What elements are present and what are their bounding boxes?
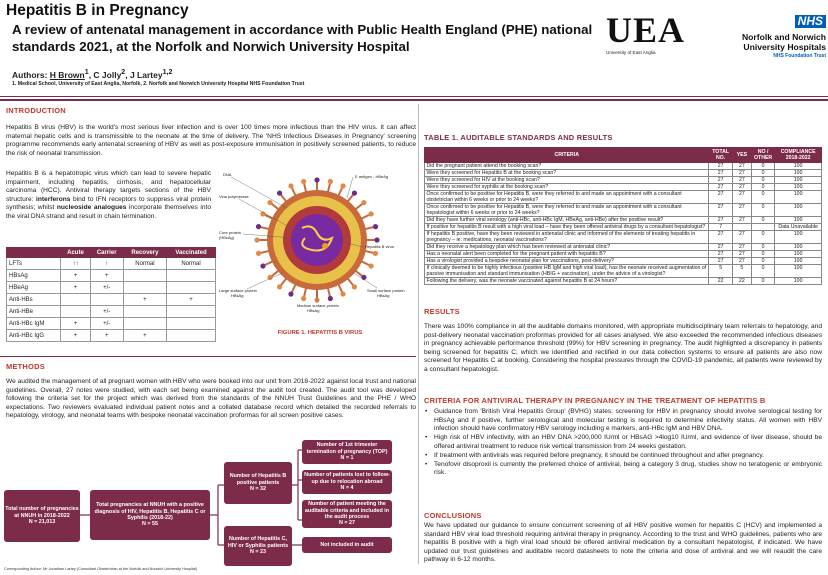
audit-cell-n: 0 <box>751 204 774 217</box>
serology-cell: LFTs <box>7 258 61 270</box>
criteria-antiviral-heading: CRITERIA FOR ANTIVIRAL THERAPY IN PREGNANCY IN THE TREATMENT OF HEPATITIS B <box>424 396 766 405</box>
audit-cell-c: Were they screened for Hepatitis B at the booking scan? <box>425 170 709 177</box>
virus-spike-head <box>368 211 373 216</box>
serology-row <box>7 258 216 270</box>
serology-header-3: Recovery <box>123 248 166 258</box>
virus-spike-head <box>368 263 373 268</box>
serology-cell: HBsAg <box>7 270 61 282</box>
audit-cell-y: 27 <box>732 170 751 177</box>
audit-cell-t: 27 <box>709 191 732 204</box>
uea-logo-subtext: University of East Anglia <box>606 50 656 55</box>
audit-row <box>425 163 822 170</box>
affiliations: 1. Medical School, University of East Anglia, Norfolk, 2. Norfolk and Norwich University Hospital NHS Foundation Trust <box>12 81 305 87</box>
serology-cell: + <box>90 330 123 342</box>
authors-line: Authors: H Brown$^1$, C Jolly$^2$, J Lartey$^{1,2}$ <box>12 68 173 80</box>
intro-p2-nucleoside: nucleoside analogues <box>56 204 127 211</box>
flow-other-n: N = 23 <box>249 549 267 556</box>
intro-p2-e: incorporate themselves into the viral DNA strand and result in chain termination. <box>6 204 211 220</box>
flow-other-title: Number of Hepatitis C, HIV or Syphilis patients <box>227 536 289 549</box>
serology-cell: +/- <box>90 306 123 318</box>
serology-cell: + <box>90 270 123 282</box>
flow-criteria-met <box>302 500 392 528</box>
audit-cell-c: Has a virologist provided a bespoke neonatal plan for vaccinations, post-delivery? <box>425 258 709 265</box>
serology-cell: Anti-HBc IgM <box>7 318 61 330</box>
virus-spike-head <box>254 237 259 242</box>
audit-cell-y: 27 <box>732 231 751 244</box>
audit-table <box>424 147 822 285</box>
corresponding-author: Corresponding Author: Mr Jonathan Lartey (Consultant Obstetrician at the Norfolk and Norwich University Hospital) <box>4 567 198 571</box>
virus-spike-head <box>352 190 357 195</box>
methods-divider <box>0 356 416 357</box>
criteria-antiviral-list <box>424 408 822 478</box>
audit-header-yes: YES <box>732 148 751 163</box>
serology-cell: + <box>61 282 90 294</box>
results-paragraph: There was 100% compliance in all the auditable domains monitored, with appropriate multidisciplinary team referrals to hepatology, and post-delivery neonatal vaccination proformas provided for all cases analysed. We also exceeded the recommended infectious diseases in pregnancy achievable performance threshold (99%) for HBV screening in pregnancy. The audit highlighted a discrepancy in patients being screened for hepatitis C, which we identified and rectified in our data collection systems to ensure all patients are also now screened for Hepatitis C at booking. Considering the hospital pressures through the COVID-19 pandemic, all patients were reviewed by a consultant hepatologist. <box>424 323 822 373</box>
audit-row <box>425 231 822 244</box>
serology-cell <box>123 282 166 294</box>
audit-cell-c: Once confirmed to be positive for Hepatitis B, were they referred to and made an appointment with a consultant hepatologist within 6 weeks or prior to 24 weeks? <box>425 204 709 217</box>
author-1-sup: 1 <box>84 68 89 76</box>
audit-cell-p: Data Unavailable <box>775 224 822 231</box>
serology-row <box>7 282 216 294</box>
virus-spike-head <box>277 190 282 195</box>
label-large: Large surface protein <box>219 288 257 293</box>
flow-criteria-n: N = 27 <box>338 520 356 527</box>
audit-cell-c: If hepatitis B positive, have they been reviewed in antenatal clinic and informed of the elements of treating hepatitis in pregnancy – ie: medications, neonatal vaccinations? <box>425 231 709 244</box>
flow-top-title: Number of 1st trimester termination of pregnancy (TOP) <box>306 442 388 455</box>
label-hbcag: (HBcAg) <box>219 235 235 240</box>
virus-spike-head <box>340 183 345 188</box>
audit-row <box>425 224 822 231</box>
virus-spike-head <box>352 284 357 289</box>
serology-cell <box>61 306 90 318</box>
serology-cell: ↑↑ <box>61 258 90 270</box>
audit-cell-p: 100 <box>775 244 822 251</box>
audit-cell-y: 27 <box>732 204 751 217</box>
serology-cell: + <box>61 330 90 342</box>
poster-title: Hepatitis B in Pregnancy <box>6 2 189 19</box>
flow-top-n: N = 1 <box>340 455 354 462</box>
audit-row <box>425 278 822 285</box>
audit-cell-n: 0 <box>751 217 774 224</box>
serology-header-row <box>7 248 216 258</box>
audit-cell-t: 27 <box>709 251 732 258</box>
audit-cell-p: 100 <box>775 217 822 224</box>
virus-spike-head <box>301 296 306 301</box>
audit-cell-t: 7 <box>709 224 732 231</box>
virus-spike-head <box>374 237 379 242</box>
audit-cell-p: 100 <box>775 184 822 191</box>
serology-cell: Anti-HBe <box>7 306 61 318</box>
serology-cell <box>166 330 215 342</box>
intro-p2-interferons: interferons <box>35 195 71 203</box>
uea-logo <box>606 12 690 62</box>
audit-cell-y: 27 <box>732 258 751 265</box>
flow-total-n: N = 21,013 <box>28 519 56 526</box>
flow-lost-followup <box>302 470 392 494</box>
virus-spike-head <box>328 296 333 301</box>
audit-row <box>425 258 822 265</box>
audit-cell-p: 100 <box>775 191 822 204</box>
virus-spike-head <box>314 177 319 182</box>
serology-cell <box>90 294 123 306</box>
serology-row <box>7 306 216 318</box>
audit-cell-t: 27 <box>709 177 732 184</box>
author-2: C Jolly <box>93 69 122 80</box>
audit-cell-c: Were they screened for syphilis at the booking scan? <box>425 184 709 191</box>
flow-not-included-label: Not included in audit <box>320 541 374 548</box>
criteria-antiviral-bullet: • High risk of HBV infectivity, with an HBV DNA >200,000 IU/ml or HBsAG >4log10 IU/ml, and evidence of liver disease, should be offered antiviral treatment to reduce risk vertical transmission from 24 weeks gestation. <box>424 434 822 451</box>
serology-cell <box>166 318 215 330</box>
audit-cell-c: Did the pregnant patient attend the booking scan? <box>425 163 709 170</box>
audit-cell-n: 0 <box>751 170 774 177</box>
methods-heading: METHODS <box>6 362 45 371</box>
hepatitis-b-virus-illustration <box>217 168 417 318</box>
audit-row <box>425 184 822 191</box>
audit-cell-n <box>751 224 774 231</box>
audit-row <box>425 265 822 278</box>
audit-cell-n: 0 <box>751 265 774 278</box>
nhs-trust-name <box>708 32 826 52</box>
audit-row <box>425 177 822 184</box>
serology-cell <box>166 282 215 294</box>
audit-body <box>425 163 822 285</box>
virus-spike-head <box>361 275 366 280</box>
flow-total-title: Total number of pregnancies at NNUH in 2018-2022 <box>5 506 79 519</box>
serology-body <box>7 258 216 342</box>
flow-nnuh-title: Total pregnancies at NNUH with a positive diagnosis of HIV, Hepatitis B, Hepatitis C or Syphilis (2018-22) <box>94 502 206 521</box>
audit-cell-y: 27 <box>732 217 751 224</box>
audit-row <box>425 217 822 224</box>
intro-p2-c: bind to IFN receptors to suppress viral protein synthesis; whilst <box>6 195 211 211</box>
audit-row <box>425 251 822 258</box>
introduction-paragraph-1: Hepatitis B virus (HBV) is the world's most serious liver infection and is over 100 times more infectious than the HIV virus. It can affect maternal hepatic cells and is transmissible to the neonate at the time of delivery. The 'NHS Infectious Diseases in Pregnancy' screening programme recommends early antenatal screening of HBV as well as post-exposure immunisation in positively screened patients, to reduce the risk of neonatal transmission. <box>6 124 416 157</box>
audit-cell-t: 27 <box>709 217 732 224</box>
label-medium-2: HBsAg <box>307 308 320 313</box>
serology-row <box>7 270 216 282</box>
serology-table <box>6 247 216 342</box>
virus-spike-head <box>340 291 345 296</box>
criteria-antiviral-bullet: • Tenofovir disoproxil is currently the preferred choice of antiviral, being a category 3 drug, studies show no teratogenic or embryonic risk. <box>424 461 822 478</box>
audit-cell-n: 0 <box>751 191 774 204</box>
label-large-2: HBsAg <box>231 293 244 298</box>
label-small: Small surface protein <box>367 288 405 293</box>
serology-cell: HBeAg <box>7 282 61 294</box>
label-medium: Medium surface protein <box>297 303 339 308</box>
header-divider-top <box>0 96 828 97</box>
audit-cell-n: 0 <box>751 258 774 265</box>
flow-other-positive <box>224 526 292 566</box>
introduction-heading: INTRODUCTION <box>6 106 66 115</box>
serology-row <box>7 318 216 330</box>
audit-cell-t: 27 <box>709 170 732 177</box>
audit-cell-p: 100 <box>775 265 822 278</box>
audit-cell-p: 100 <box>775 163 822 170</box>
virus-spike-head <box>288 183 293 188</box>
audit-cell-y: 27 <box>732 184 751 191</box>
audit-row <box>425 204 822 217</box>
uea-logo-text: UEA <box>606 10 686 50</box>
virus-spike-head <box>256 251 261 256</box>
audit-cell-y: 22 <box>732 278 751 285</box>
flow-criteria-title: Number of patient meeting the auditable criteria and included in the audit process <box>304 501 390 520</box>
flow-not-included <box>302 537 392 553</box>
audit-cell-c: If clinically deemed to be highly infectious (positive HB IgM and high viral load), has the neonate received augmentation of passive immunisation and standard immunisation (HBIG + vaccination), under the advice of a virologist? <box>425 265 709 278</box>
audit-cell-n: 0 <box>751 278 774 285</box>
authors-label: Authors: <box>12 69 48 80</box>
virus-core <box>291 214 343 266</box>
virus-polymerase <box>322 243 328 249</box>
label-e-antigen: E antigen - HBeAg <box>355 174 389 179</box>
audit-cell-n: 0 <box>751 177 774 184</box>
label-small-2: HBsAg <box>377 293 390 298</box>
serology-header-2: Carrier <box>90 248 123 258</box>
audit-cell-c: Once confirmed to be positive for Hepatitis B, were they referred to and made an appointment with a consultant obstetrician within 6 weeks or prior to 24 weeks? <box>425 191 709 204</box>
header-divider-bottom <box>0 99 828 101</box>
flow-top <box>302 440 392 464</box>
audit-cell-n: 0 <box>751 163 774 170</box>
audit-cell-t: 27 <box>709 204 732 217</box>
author-3-sup: 1,2 <box>162 68 173 76</box>
virus-spike-head <box>373 251 378 256</box>
nhs-name-line-2: University Hospitals <box>743 42 826 52</box>
audit-cell-y <box>732 224 751 231</box>
flow-hepb-title: Number of Hepatitis B positive patients <box>229 473 287 486</box>
serology-cell: + <box>123 330 166 342</box>
serology-cell <box>166 270 215 282</box>
author-1: H Brown <box>49 69 85 80</box>
audit-cell-t: 27 <box>709 184 732 191</box>
audit-cell-t: 27 <box>709 231 732 244</box>
serology-cell: ↑ <box>90 258 123 270</box>
flow-hepb-n: N = 32 <box>249 486 267 493</box>
audit-cell-p: 100 <box>775 170 822 177</box>
flow-hepb-positive <box>224 462 292 504</box>
serology-header-1: Acute <box>61 248 90 258</box>
intro-p2-a: Hepatitis B is a hepatotropic virus which can lead to severe hepatic impairment, including hepatitis, cirrhosis, and hepatocellular carcinoma (HCC). Antiviral therapy targets sections of the HBV structure: <box>6 170 211 203</box>
conclusions-heading: CONCLUSIONS <box>424 511 482 520</box>
serology-header-0 <box>7 248 61 258</box>
audit-cell-t: 5 <box>709 265 732 278</box>
flow-lost-title: Number of patients lost to follow-up due to relocation abroad <box>304 472 390 485</box>
serology-cell <box>123 318 166 330</box>
audit-cell-y: 5 <box>732 265 751 278</box>
audit-row <box>425 170 822 177</box>
virus-spike-head <box>267 200 272 205</box>
serology-cell: + <box>166 294 215 306</box>
serology-header-4: Vaccinated <box>166 248 215 258</box>
flow-total-pregnancies <box>4 490 80 542</box>
figure-1-caption: FIGURE 1. HEPATITIS B VIRUS <box>277 330 363 336</box>
serology-cell <box>61 294 90 306</box>
audit-cell-n: 0 <box>751 184 774 191</box>
virus-spike-head <box>373 224 378 229</box>
audit-cell-n: 0 <box>751 231 774 244</box>
serology-cell <box>166 306 215 318</box>
audit-cell-c: Following the delivery, was the neonate vaccinated against hepatitis B at 24 hours? <box>425 278 709 285</box>
audit-cell-y: 27 <box>732 251 751 258</box>
audit-row <box>425 191 822 204</box>
audit-row <box>425 244 822 251</box>
virus-spike-head <box>361 200 366 205</box>
audit-cell-p: 100 <box>775 278 822 285</box>
nhs-foundation-trust: NHS Foundation Trust <box>773 53 826 59</box>
serology-cell <box>123 270 166 282</box>
audit-cell-y: 27 <box>732 177 751 184</box>
serology-cell: +/- <box>90 282 123 294</box>
nhs-name-line-1: Norfolk and Norwich <box>741 32 826 42</box>
audit-header-row <box>425 148 822 163</box>
serology-cell: + <box>61 270 90 282</box>
serology-row <box>7 294 216 306</box>
author-2-sup: 2 <box>121 68 126 76</box>
serology-row <box>7 330 216 342</box>
nhs-badge: NHS <box>795 15 826 28</box>
audit-header-no-other: NO / OTHER <box>751 148 774 163</box>
label-polymerase: Viral polymerase <box>219 194 249 199</box>
label-hbv: Hepatitis B virus <box>365 244 394 249</box>
audit-table-heading: TABLE 1. AUDITABLE STANDARDS AND RESULTS <box>424 133 613 142</box>
label-core: Core protein <box>219 230 242 235</box>
flow-lost-n: N = 4 <box>340 485 354 492</box>
poster-subtitle: A review of antenatal management in accordance with Public Health England (PHE) national standards 2021, at the Norfolk and Norwich University Hospital <box>12 22 593 54</box>
conclusions-paragraph: We have updated our guidance to ensure concurrent screening of all HBV positive women for hepatitis C (HCV) and implemented a standard HBV viral load threshold requiring antiviral therapy in pregnancy. According to the trust and WHO guidelines, patients who are hepatitis B positive with a high viral load should be offered antiviral medication by a consultant hepatologist, if indicated. We have updated our trust guidelines and auditable record datasheets to note the criteria and dose of antiviral and we will reaudit the care pathway in 6-12 months. <box>424 522 822 563</box>
nhs-logo <box>708 12 826 59</box>
serology-cell <box>123 306 166 318</box>
audit-cell-c: Did they have further viral serology (anti-HBc, anti-HBc IgM, HBeAg, anti-HBe) after the positive result? <box>425 217 709 224</box>
serology-cell: Normal <box>123 258 166 270</box>
flow-nnuh-n: N = 55 <box>141 521 159 528</box>
serology-cell: Anti-HBc IgG <box>7 330 61 342</box>
author-3: J Lartey <box>129 69 163 80</box>
audit-cell-n: 0 <box>751 244 774 251</box>
audit-cell-n: 0 <box>751 251 774 258</box>
audit-cell-t: 22 <box>709 278 732 285</box>
audit-cell-p: 100 <box>775 177 822 184</box>
introduction-paragraph-2 <box>6 170 211 221</box>
virus-spike-head <box>328 179 333 184</box>
audit-cell-p: 100 <box>775 258 822 265</box>
serology-cell: Normal <box>166 258 215 270</box>
audit-cell-c: If positive for hepatitis B result with a high viral load – have they been offered antiviral drugs by a consultant hepatologist? <box>425 224 709 231</box>
criteria-antiviral-bullet: • If treatment with antivirals was required before pregnancy, it should be continued throughout and after pregnancy. <box>424 452 822 461</box>
virus-spike-head <box>277 284 282 289</box>
audit-cell-t: 27 <box>709 163 732 170</box>
results-heading: RESULTS <box>424 307 460 316</box>
audit-cell-t: 27 <box>709 258 732 265</box>
audit-cell-c: Did they receive a hepatology plan which has been reviewed at antenatal clinic? <box>425 244 709 251</box>
audit-cell-c: Has a neonatal alert been completed for the pregnant patient with hepatitis B? <box>425 251 709 258</box>
audit-cell-p: 100 <box>775 251 822 258</box>
methods-paragraph: We audited the management of all pregnant women with HBV who were booked into our unit from 2018-2022 against local trust and national guidelines. Overall, 27 notes were studied, with each set being examined against the audit tool created. The audit tool was developed following the criteria set for the project which was derived from the standards of the NNUH Trust Guidelines and the PHE / WHO expectations. Two reviewers evaluated individual patient notes and a collated database record which detailed the recorded referrals to hepatology, virology, and neonatal teams with bespoke neonatal vaccination proformas for all screen positive cases. <box>6 378 416 419</box>
column-divider <box>418 104 419 564</box>
serology-cell: +/- <box>90 318 123 330</box>
virus-spike-head <box>301 179 306 184</box>
flow-nnuh-positive <box>90 490 210 540</box>
audit-cell-y: 27 <box>732 244 751 251</box>
audit-cell-p: 100 <box>775 204 822 217</box>
virus-spike-head <box>260 263 265 268</box>
audit-cell-p: 100 <box>775 231 822 244</box>
virus-spike-head <box>256 224 261 229</box>
serology-cell: + <box>61 318 90 330</box>
label-dna: DNA <box>223 172 232 177</box>
audit-cell-y: 27 <box>732 163 751 170</box>
serology-cell: Anti-HBs <box>7 294 61 306</box>
audit-header-total: TOTAL NO. <box>709 148 732 163</box>
audit-header-compliance: COMPLIANCE 2018-2022 <box>775 148 822 163</box>
audit-cell-t: 27 <box>709 244 732 251</box>
criteria-antiviral-bullet: • Guidance from 'British Viral Hepatitis Group' (BVHG) states: screening for HBV in pregnancy should involve serological testing for HBsAg and if positive, further serological and molecular testing is required to determine infectivity status. All women with HBV infection should have confirmatory HBV serology including e markers, anti-HBc IgM and HBV DNA. <box>424 408 822 434</box>
audit-cell-y: 27 <box>732 191 751 204</box>
audit-cell-c: Were they screened for HIV at the booking scan? <box>425 177 709 184</box>
serology-cell: + <box>123 294 166 306</box>
virus-spike-head <box>288 291 293 296</box>
audit-header-criteria: CRITERIA <box>425 148 709 163</box>
